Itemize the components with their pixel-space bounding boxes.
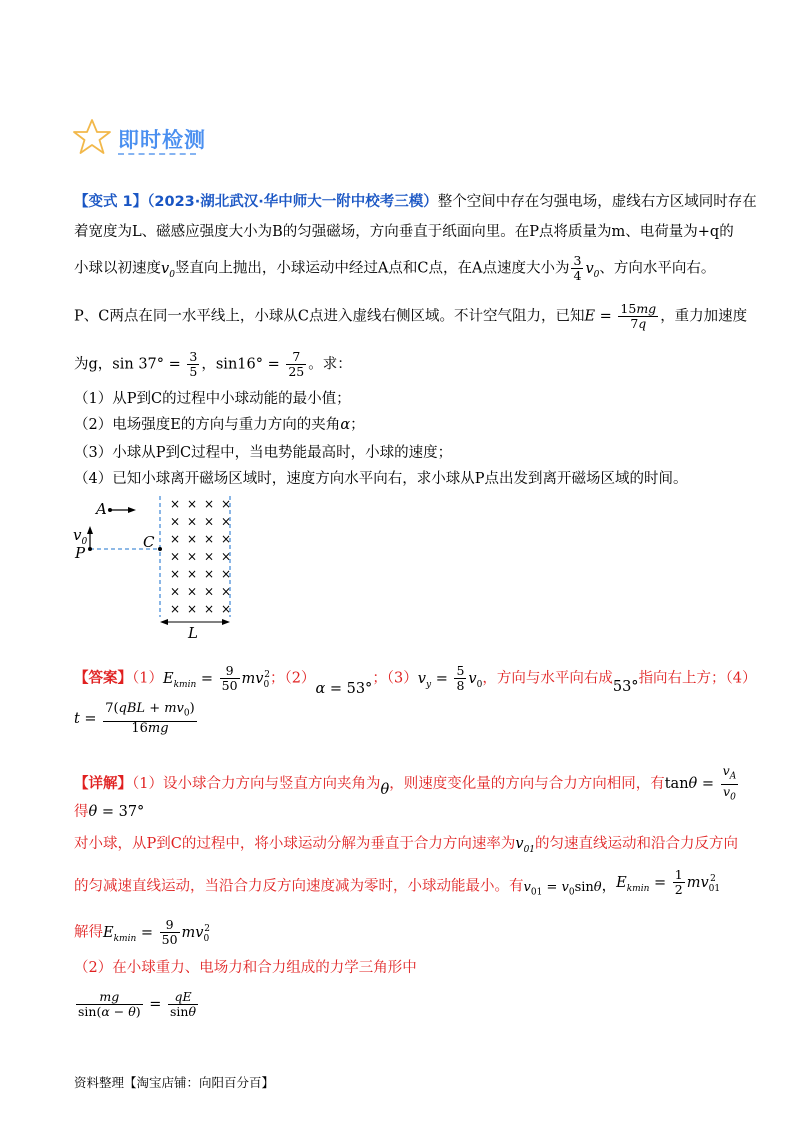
formula-v01-eq: $v_{01} = v_0\sin\theta$ (523, 879, 602, 898)
detail-text: （1）设小球合力方向与竖直方向夹角为 (132, 776, 381, 792)
question-4: （4）已知小球离开磁场区域时，速度方向水平向右，求小球从P点出发到离开磁场区域的时间。 (74, 471, 688, 487)
formula-theta: θ (380, 782, 390, 798)
field-cross: × (187, 567, 198, 581)
A-arrow-head (128, 507, 136, 513)
field-cross: × (187, 514, 198, 529)
L-arrow-right (222, 619, 230, 625)
detail-text: 得 (74, 804, 89, 820)
problem-text: 、方向水平向右。 (599, 260, 716, 277)
detail-line-2 (74, 802, 144, 822)
field-cross: × (204, 549, 215, 564)
formula-Ekmin-eq: $E_{kmin}$ = $\frac{1}{2}$ $mv_{01}^2$ (616, 867, 721, 897)
problem-line-4: P、C两点在同一水平线上，小球从C点进入虚线右侧区域。不计空气阻力，已知E = $\frac{15mg}{7q}$ ，重力加速度 (74, 301, 748, 331)
footer-note: 资料整理【淘宝店铺：向阳百分百】 (74, 1075, 275, 1090)
problem-text: 小球以初速度 (74, 260, 161, 277)
formula-E: E (584, 308, 596, 325)
problem-source: （2023·湖北武汉·华中师大一附中校考三模） (147, 194, 438, 210)
formula-v0: $v_0$ (585, 260, 600, 280)
problem-line-3 (74, 254, 715, 284)
field-cross: × (187, 497, 198, 511)
field-cross: × (187, 532, 198, 546)
field-cross: × (221, 532, 232, 546)
field-cross: × (170, 567, 181, 581)
label-v0-sub: 0 (81, 537, 88, 547)
problem-line-1 (74, 192, 757, 212)
formula-vy: $v_y$ = $\frac{5}{8}$ $v_0$ (417, 663, 483, 693)
detail-line-5 (74, 918, 210, 948)
detail-line-1 (74, 764, 740, 804)
formula-theta-37: θ = 37° (88, 804, 145, 820)
field-cross: × (221, 584, 232, 599)
answer-text: ，方向与水平向右成 (482, 670, 613, 687)
field-cross: × (221, 497, 232, 511)
field-cross: × (204, 567, 215, 581)
answer-text: （1） (132, 670, 163, 687)
problem-tag: 【变式 1】 (74, 194, 148, 210)
star-icon (72, 118, 112, 156)
formula-alpha: α (340, 417, 351, 433)
field-cross: × (204, 602, 215, 616)
answer-text: 指向右上方；（4） (638, 670, 757, 687)
answer-line-1 (74, 663, 757, 697)
formula-sine-rule: $\frac{mg}{\sin(\alpha - \theta)}$ = $\frac{qE}{\sin\theta}$ (78, 989, 197, 1019)
label-L: L (188, 624, 198, 642)
problem-text: 为g， (74, 356, 113, 373)
label-A: A (96, 500, 107, 518)
title-underline (118, 153, 196, 155)
detail-text: 解得 (74, 924, 103, 941)
problem-text: ， (201, 356, 216, 373)
question-3: （3）小球从P到C过程中，当电势能最高时，小球的速度； (74, 445, 453, 461)
formula-v01: $v_{01}$ (515, 836, 536, 855)
question-2 (74, 415, 365, 435)
field-cross: × (204, 497, 215, 511)
field-cross: × (187, 602, 198, 616)
field-cross: × (221, 602, 232, 616)
formula-sin16: sin16° = (215, 356, 285, 373)
answer-text: ；（3） (372, 670, 418, 687)
formula-seven-25: $\frac{7}{25}$ (288, 349, 305, 379)
point-C (158, 547, 162, 551)
field-cross: × (221, 567, 232, 581)
section-title: 即时检测 (118, 128, 206, 152)
field-cross: × (204, 584, 215, 599)
detail-line-4: 的匀减速直线运动，当沿合力反方向速度减为零时，小球动能最小。有$v_{01} = v_0\sin\theta$，$E_{kmin}$ = $\frac{1}{2}$ $mv_{01}^2$ (74, 867, 721, 898)
problem-line-2: 着宽度为L、磁感应强度大小为B的匀强磁场，方向垂直于纸面向里。在P点将质量为m、电荷量为+q的 (74, 224, 734, 240)
answer-text: ；（2） (269, 670, 316, 687)
field-cross: × (187, 584, 198, 599)
field-cross: × (204, 532, 215, 546)
question-text: ； (350, 417, 365, 433)
problem-text: 整个空间中存在匀强电场，虚线右方区域同时存在 (437, 194, 757, 210)
formula-Ekmin-result: $E_{kmin}$ = $\frac{9}{50}$ $mv_0^2$ (103, 917, 210, 947)
label-v0-main: v (73, 526, 82, 544)
formula-alpha-53: α = 53° (315, 680, 373, 697)
label-C: C (143, 533, 155, 551)
label-P: P (75, 544, 86, 562)
formula-three-quarters: $\frac{3}{4}$ (573, 253, 582, 283)
field-cross: × (221, 549, 232, 564)
question-1: （1）从P到C的过程中小球动能的最小值； (74, 391, 351, 407)
magnetic-field-crosses (170, 497, 231, 616)
formula-v0: $v_0$ (161, 260, 175, 280)
formula-tan-theta: tanθ = $\frac{v_A}{v_0}$ (664, 763, 737, 802)
detail-tag: 【详解】 (74, 775, 132, 792)
detail-line-3 (74, 834, 738, 860)
formula-three-fifths: $\frac{3}{5}$ (189, 349, 198, 379)
field-cross: × (170, 549, 181, 564)
formula-E-value: $\frac{15mg}{7q}$ (620, 301, 657, 331)
formula-sin37: sin 37° = (112, 356, 186, 373)
problem-text: 竖直向上抛出，小球运动中经过A点和C点，在A点速度大小为 (174, 260, 570, 277)
field-cross: × (204, 514, 215, 529)
field-cross: × (187, 549, 198, 564)
detail-text: 的匀速直线运动和沿合力反方向 (535, 836, 739, 852)
field-cross: × (170, 514, 181, 529)
detail-line-6: （2）在小球重力、电场力和合力组成的力学三角形中 (74, 960, 417, 976)
formula-time: t = $\frac{7(qBL + mv_0)}{16mg}$ (74, 701, 195, 736)
L-arrow-left (160, 619, 168, 625)
answer-angle: 53° (612, 678, 639, 695)
question-text: （2）电场强度E的方向与重力方向的夹角 (74, 417, 341, 433)
answer-tag: 【答案】 (74, 669, 132, 687)
field-cross: × (170, 602, 181, 616)
problem-line-5 (74, 350, 352, 379)
v0-arrow-head (87, 526, 93, 534)
field-cross: × (170, 584, 181, 599)
detail-text: 的匀减速直线运动，当沿合力反方向速度减为零时，小球动能最小。有 (74, 878, 524, 895)
problem-text: ，重力加速度 (660, 308, 748, 325)
field-cross: × (170, 532, 181, 546)
problem-text: 。求： (308, 356, 352, 373)
formula-Ekmin: $E_{kmin}$ = $\frac{9}{50}$ $mv_0^2$ (162, 663, 270, 693)
problem-text: P、C两点在同一水平线上，小球从C点进入虚线右侧区域。不计空气阻力，已知 (74, 308, 585, 325)
detail-text: 对小球，从P到C的过程中，将小球运动分解为垂直于合力方向速率为 (74, 836, 516, 852)
field-cross: × (170, 497, 181, 511)
field-cross: × (221, 514, 232, 529)
detail-text: ，则速度变化量的方向与合力方向相同，有 (389, 776, 665, 792)
